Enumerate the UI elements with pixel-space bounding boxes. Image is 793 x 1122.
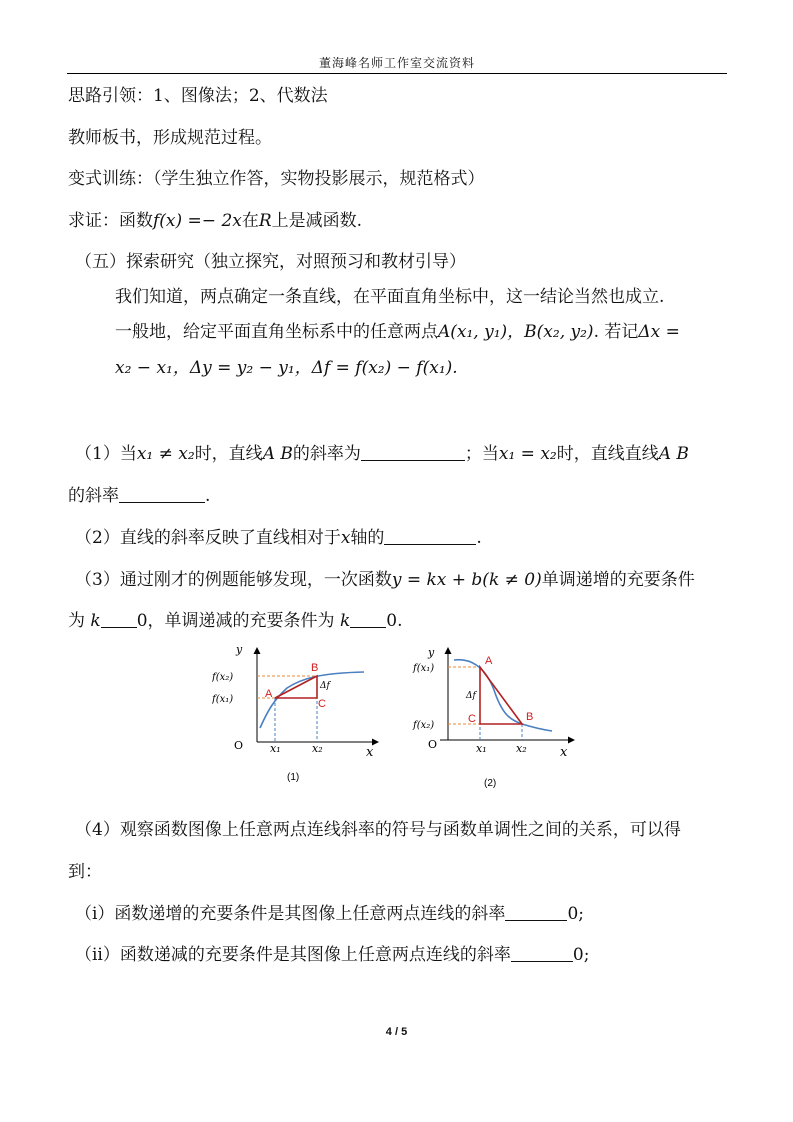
x1-label: x₁ (270, 742, 281, 755)
question-2 (75, 526, 482, 550)
point-a-label: A (265, 688, 273, 700)
text-segment: 时，直线 (194, 444, 263, 464)
x1-label: x₁ (476, 742, 487, 755)
text-segment: . (476, 528, 482, 548)
question-4-cont: 到： (68, 862, 102, 882)
answer-blank[interactable] (511, 945, 573, 962)
question-3-cont (68, 609, 403, 633)
math-expr: k (90, 611, 101, 631)
math-expr: k (339, 611, 351, 631)
math-expr: x₁ ≠ x₂ (136, 444, 195, 464)
answer-blank[interactable] (384, 528, 476, 545)
x2-label: x₂ (516, 742, 527, 755)
point-b-label: B (526, 711, 534, 723)
text-segment: 的斜率 (68, 486, 119, 506)
text-segment: 单调递增的充要条件 (541, 570, 695, 590)
question-4-ii (75, 943, 589, 967)
text-segment: ；当 (464, 444, 499, 464)
text-line-1: 思路引领：1、图像法；2、代数法 (68, 86, 328, 106)
answer-blank[interactable] (101, 611, 137, 628)
text-segment: 0. (386, 611, 403, 631)
text-segment: 在 (241, 211, 259, 231)
x2-label: x₂ (312, 742, 323, 755)
math-expr: A B (262, 444, 293, 464)
question-4-i (75, 902, 584, 926)
figure-caption: (2) (484, 778, 497, 789)
text-segment: （3）通过刚才的例题能够发现，一次函数 (75, 570, 392, 590)
figure-increasing (212, 640, 382, 790)
math-expr: f(x) =− 2x (153, 211, 242, 231)
math-expr: A(x₁, y₁)，B(x₂, y₂) (438, 322, 594, 342)
delta-f-label: Δf (466, 691, 476, 701)
text-segment: 0; (567, 904, 584, 924)
slope-triangle (480, 667, 522, 724)
math-expr: x₁ = x₂ (498, 444, 557, 464)
figure-caption: (1) (287, 772, 300, 783)
text-line-8 (115, 356, 458, 380)
y-axis-label: y (428, 646, 435, 659)
text-segment: . 若记 (593, 322, 639, 342)
text-line-3: 变式训练：（学生独立作答，实物投影展示，规范格式） (68, 169, 485, 189)
text-segment: 求证：函数 (68, 211, 153, 231)
fx2-label: f(x₂) (413, 720, 435, 731)
text-segment: 为 (68, 611, 85, 631)
math-expr: y = kx + b(k ≠ 0) (391, 570, 542, 590)
text-line-7 (115, 320, 680, 344)
text-segment: 轴的 (350, 528, 385, 548)
origin-label: O (428, 738, 438, 751)
point-b-label: B (311, 662, 319, 674)
question-1 (75, 442, 689, 466)
answer-blank[interactable] (505, 904, 567, 921)
header-rule (67, 73, 727, 74)
section-heading: （五）探索研究（独立探究，对照预习和教材引导） (75, 252, 466, 272)
text-segment: 的斜率为 (292, 444, 361, 464)
page-number: 4 / 5 (385, 1026, 408, 1038)
fx1-label: f(x₁) (212, 694, 234, 705)
y-axis-arrow (445, 647, 452, 654)
figure-decreasing (410, 640, 580, 795)
text-segment: （1）当 (75, 444, 137, 464)
slope-triangle (275, 676, 317, 698)
math-expr: Δx = (638, 322, 680, 342)
text-segment: 上是减函数. (271, 211, 363, 231)
point-a-label: A (485, 655, 493, 667)
y-axis-arrow (254, 647, 261, 654)
text-segment: . (205, 486, 211, 506)
question-4: （4）观察函数图像上任意两点连线斜率的符号与函数单调性之间的关系，可以得 (75, 820, 681, 840)
delta-f-label: Δf (320, 681, 330, 691)
fx2-label: f(x₂) (212, 672, 234, 683)
text-segment: （ii）函数递减的充要条件是其图像上任意两点连线的斜率 (75, 945, 511, 965)
math-expr: x₂ − x₁，Δy = y₂ − y₁，Δf = f(x₂) − f(x₁). (115, 358, 458, 378)
function-curve (260, 672, 364, 728)
text-segment: 0; (572, 945, 590, 965)
y-axis-label: y (236, 643, 243, 656)
answer-blank[interactable] (350, 611, 386, 628)
x-axis-label: x (560, 745, 568, 760)
text-line-4 (68, 209, 362, 233)
fx1-label: f(x₁) (413, 663, 435, 674)
answer-blank[interactable] (361, 444, 465, 461)
page-header: 董海峰名师工作室交流资料 (318, 56, 475, 70)
math-expr: R (258, 211, 272, 231)
point-c-label: C (468, 713, 476, 725)
text-segment: （2）直线的斜率反映了直线相对于 (75, 528, 341, 548)
question-1-cont (68, 484, 210, 508)
text-segment: 一般地，给定平面直角坐标系中的任意两点 (115, 322, 438, 342)
origin-label: O (234, 739, 244, 752)
x-axis-label: x (366, 745, 374, 760)
text-segment: 0，单调递减的充要条件为 (136, 611, 335, 631)
x-axis-arrow (568, 737, 575, 744)
text-line-6: 我们知道，两点确定一条直线，在平面直角坐标中，这一结论当然也成立. (115, 287, 665, 307)
math-expr: x (340, 528, 351, 548)
math-expr: A B (658, 444, 689, 464)
point-c-label: C (318, 698, 326, 710)
text-line-2: 教师板书，形成规范过程。 (68, 128, 272, 148)
text-segment: 时，直线直线 (556, 444, 659, 464)
answer-blank[interactable] (119, 486, 205, 503)
text-segment: （i）函数递增的充要条件是其图像上任意两点连线的斜率 (75, 904, 506, 924)
question-3 (75, 568, 695, 592)
